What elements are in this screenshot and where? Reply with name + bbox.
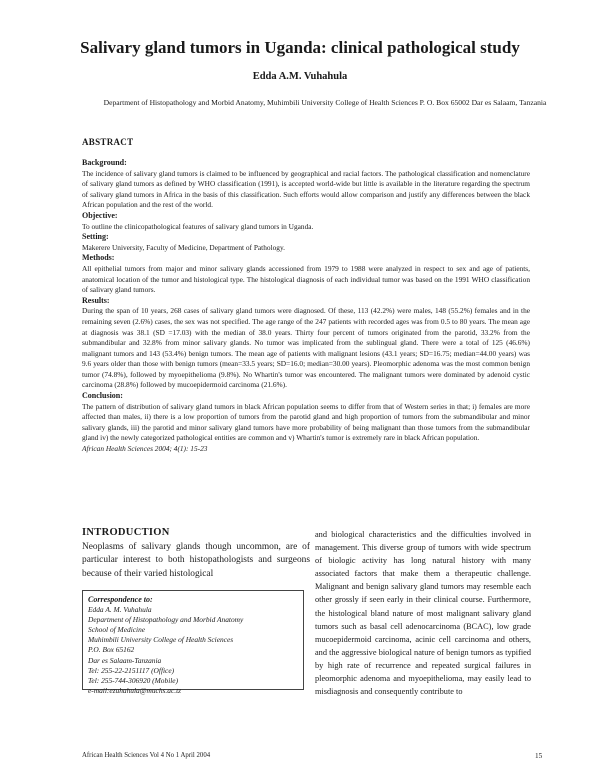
introduction-right-text: and biological characteristics and the difficulties involved in management. This diverse group of tumors with wide spectrum of biologic activity has long natural history with many associated factors that make them a therapeutic challenge. Malignant and benign salivary gland tumors may resemble each other grossly if seen early in their clinical course. Furthermore, the histological bland nature of most malignant salivary gland tumors such as basal cell adenocarcinoma (BCAC), low grade mucoepidermoid carcinoma, acinic cell carcinoma and others, and the aggressive biological nature of benign tumors as typified by high rate of recurrence and repeated surgical failures in pleomorphic adenoma and myoepithelioma, may easily lead to misdiagnosis and consequently contribute to [315, 530, 531, 697]
paper-title: Salivary gland tumors in Uganda: clinical pathological study [80, 38, 520, 57]
citation: African Health Sciences 2004; 4(1): 15-23 [82, 444, 208, 454]
correspondence-line: Tel: 255-744-306920 (Mobile) [88, 675, 179, 685]
correspondence-email: e-mail:ezuhahula@muchs.ac.tz [88, 685, 182, 695]
objective-text: To outline the clinicopathological features of salivary gland tumors in Uganda. [82, 221, 314, 231]
correspondence-line: Dar es Salaam-Tanzania [88, 655, 162, 665]
introduction-left-text: Neoplasms of salivary glands though uncommon, are of particular interest to both histopathologists and surgeons because of their varied histological [82, 542, 310, 579]
abstract-heading: ABSTRACT [82, 137, 134, 147]
setting-label: Setting: [82, 232, 109, 242]
correspondence-line: School of Medicine [88, 625, 146, 635]
results-label: Results: [82, 295, 110, 305]
correspondence-line: P.O. Box 65162 [88, 645, 135, 655]
footer-journal: African Health Sciences Vol 4 No 1 April 2004 [82, 752, 211, 759]
correspondence-line: Edda A. M. Vuhahula [88, 605, 152, 615]
background-label: Background: [82, 158, 127, 167]
setting-text: Makerere University, Faculty of Medicine, Department of Pathology. [82, 242, 285, 252]
conclusion-text: The pattern of distribution of salivary gland tumors in black African population seems to differ from that of Western series in that; i) females are more affected than males, ii) there is a low proportion of tumors from the parotid gland and high proportion of tumors from the submandibular and minor salivary glands, iii) the parotid and minor salivary gland tumors have more probability of being malignant than those tumors from the submandibular gland iv) the newly categorized pathological entities are common and v) Whartin's tumor is extremely rare in black African population. [82, 401, 530, 443]
page-number: 15 [535, 752, 543, 760]
abstract-body [82, 158, 530, 455]
author-affiliation: Department of Histopathology and Morbid Anatomy, Muhimbili University College of Health Sciences P. O. Box 65002 Dar es Salaam, Tanzania [103, 98, 547, 107]
background-text: The incidence of salivary gland tumors is claimed to be influenced by geographical and racial factors. The pathological classification and nomenclature of salivary gland tumors as defined by WHO classification (1991), is accepted world-wide but little is available in the literature regarding the spectrum of salivary gland tumors in Africa in the basis of this classification. Such efforts would allow comparison and justify any differences between the black African population and the rest of the world. [82, 168, 530, 210]
correspondence-line: Muhimbili University College of Health Sciences [88, 635, 234, 645]
results-text: During the span of 10 years, 268 cases of salivary gland tumors were diagnosed. Of these, 113 (42.2%) were males, 148 (55.2%) females and in the remaining seven (2.6%) cases, the sex was not specified. The age range of the 247 patients with recorded ages was from 0.5 to 80 years. The mean age at diagnosis was 38.1 (SD =17.03) with the median of 38.0 years. Thirty four percent of tumors originated from the parotid, 33.2% from the submandibular and 32.8% from minor salivary glands. No tumor was implicated from the sublingual gland. There were a total of 125 (46.6%) malignant tumors and 143 (53.4%) benign tumors. The mean age of patients with malignant lesions (43.1 years; SD=16.75; median=44.00 years) was 9.6 years older than those with benign tumors (mean=33.5 years; SD=16.0; median=30.00 years). Pleomorphic adenoma was the most common benign tumor (74.8%), followed by myoepithelioma (9.8%). No Whartin's tumor was encountered. The malignant tumors were dominated by adenoid cystic carcinoma (28.8%) followed by mucoepidermoid carcinoma (21.6%). [82, 306, 530, 390]
correspondence-line: Department of Histopathology and Morbid Anatomy [88, 615, 244, 625]
objective-label: Objective: [82, 210, 118, 220]
correspondence-title: Correspondence to: [88, 595, 153, 604]
author-name: Edda A.M. Vuhahula [252, 71, 348, 82]
introduction-heading: INTRODUCTION [82, 527, 170, 538]
conclusion-label: Conclusion: [82, 391, 123, 401]
methods-label: Methods: [82, 253, 115, 263]
correspondence-box [82, 590, 304, 695]
methods-text: All epithelial tumors from major and minor salivary glands accessioned from 1979 to 1988 were analyzed in respect to sex and age of patients, anatomical location of the tumor and histological type. The histological diagnosis of each individual tumor was based on the 1991 WHO classification of salivary gland tumors. [82, 263, 530, 295]
correspondence-line: Tel: 255-22-2151117 (Office) [88, 665, 175, 675]
